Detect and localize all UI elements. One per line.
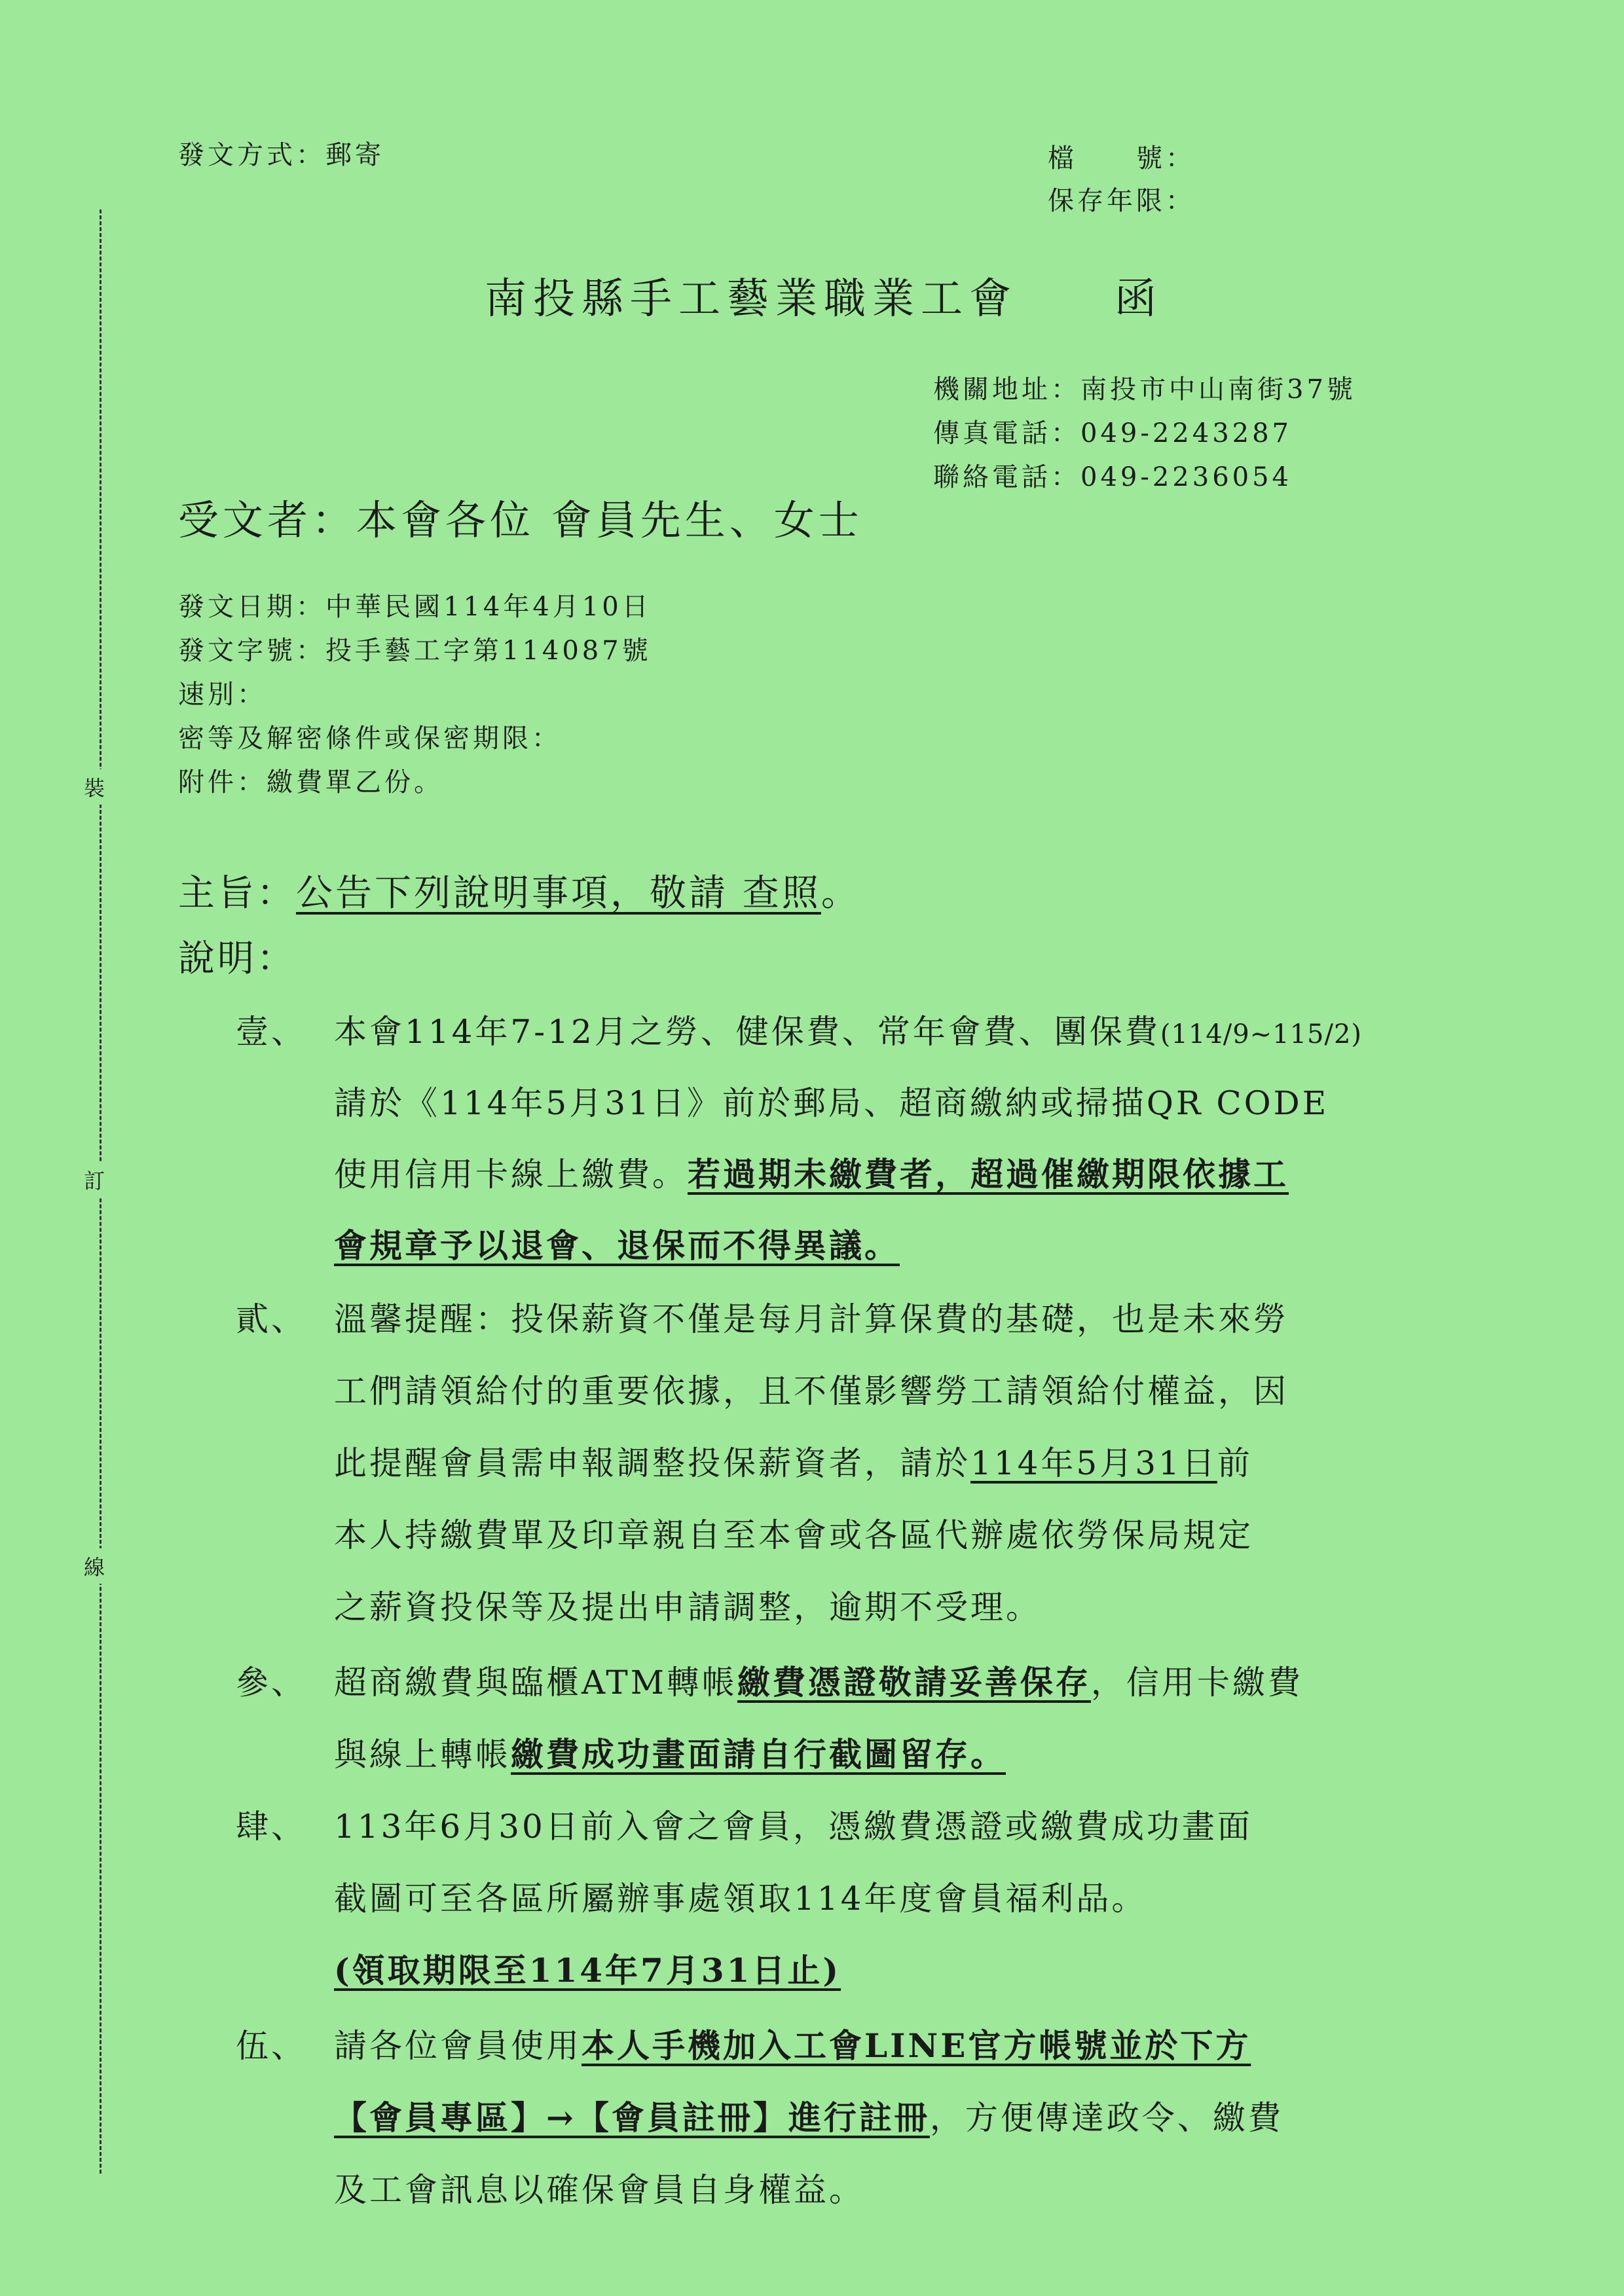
explain-label: 說明： <box>178 938 296 980</box>
retention-period: 保存年限： <box>1048 186 1195 216</box>
item-two-line-5: 之薪資投保等及提出申請調整，逾期不受理。 <box>334 1588 1041 1626</box>
item-three-line-2-text: 與線上轉帳 <box>334 1736 511 1774</box>
item-three-line-1-text: 超商繳費與臨櫃ATM轉帳 <box>334 1664 737 1702</box>
binding-char-zhuang: 裝 <box>84 769 105 805</box>
item-two-line-3 <box>334 1437 1253 1484</box>
document-title: 南投縣手工藝業職業工會 函 <box>485 275 1163 323</box>
item-one-line-4: 會規章予以退會、退保而不得異議。 <box>334 1226 900 1265</box>
send-method: 發文方式：郵寄 <box>178 140 384 170</box>
item-five-line-1-text: 請各位會員使用 <box>334 2027 581 2065</box>
recipient: 受文者：本會各位 會員先生、女士 <box>178 496 863 544</box>
send-date: 發文日期：中華民國114年4月10日 <box>178 592 652 622</box>
item-one-line-3-text: 使用信用卡線上繳費。 <box>334 1156 688 1194</box>
item-three-line-1-end: ，信用卡繳費 <box>1090 1664 1303 1702</box>
item-two-deadline: 114年5月31日 <box>970 1444 1217 1482</box>
item-one-warning: 若過期未繳費者，超過催繳期限依據工 <box>688 1155 1289 1194</box>
item-one-period: (114/9~115/2) <box>1160 1019 1363 1049</box>
item-three-number: 參、 <box>236 1664 306 1702</box>
item-three-line-2 <box>334 1728 1006 1776</box>
subject-end: 。 <box>821 872 860 915</box>
item-one-line-1-text: 本會114年7-12月之勞、健保費、常年會費、團保費 <box>334 1013 1160 1051</box>
item-five-line-2 <box>334 2092 1283 2139</box>
item-two-line-3-text: 此提醒會員需申報調整投保薪資者，請於 <box>334 1444 970 1482</box>
item-one-number: 壹、 <box>236 1013 306 1051</box>
item-four-line-1: 113年6月30日前入會之會員，憑繳費憑證或繳費成功畫面 <box>334 1808 1253 1846</box>
subject-label: 主旨： <box>178 872 296 915</box>
item-two-line-2: 工們請領給付的重要依據，且不僅影響勞工請領給付權益，因 <box>334 1372 1289 1410</box>
item-five-line-account: 本人手機加入工會LINE官方帳號並於下方 <box>581 2026 1251 2065</box>
item-five-line-1 <box>334 2020 1251 2067</box>
item-four-line-2: 截圖可至各區所屬辦事處領取114年度會員福利品。 <box>334 1880 1147 1918</box>
org-phone: 聯絡電話：049-2236054 <box>933 462 1293 492</box>
item-three-line-1 <box>334 1656 1303 1704</box>
item-five-line-2-end: ，方便傳達政令、繳費 <box>929 2099 1283 2137</box>
item-three-screenshot-note: 繳費成功畫面請自行截圖留存。 <box>511 1735 1006 1774</box>
org-address: 機關地址：南投市中山南街37號 <box>933 374 1356 405</box>
subject <box>178 864 860 917</box>
file-number: 檔 號： <box>1048 143 1195 173</box>
item-one-line-2: 請於《114年5月31日》前於郵局、超商繳納或掃描QR CODE <box>334 1084 1329 1122</box>
item-one-line-3 <box>334 1148 1289 1195</box>
item-five-line-3: 及工會訊息以確保會員自身權益。 <box>334 2171 864 2209</box>
item-four-line-3: (領取期限至114年7月31日止) <box>334 1951 841 1990</box>
binding-char-ding: 訂 <box>84 1162 105 1197</box>
item-one-line-1 <box>334 1006 1362 1053</box>
attachment: 附件：繳費單乙份。 <box>178 767 443 797</box>
org-fax: 傳真電話：049-2243287 <box>933 418 1293 448</box>
item-five-register-path: 【會員專區】→【會員註冊】進行註冊 <box>334 2098 930 2137</box>
document-number: 發文字號：投手藝工字第114087號 <box>178 636 652 666</box>
item-two-number: 貳、 <box>236 1300 306 1338</box>
speed-class: 速別： <box>178 680 267 710</box>
item-two-line-4: 本人持繳費單及印章親自至本會或各區代辦處依勞保局規定 <box>334 1516 1253 1554</box>
binding-char-xian: 線 <box>84 1548 105 1584</box>
item-five-number: 伍、 <box>236 2027 306 2065</box>
subject-text: 公告下列說明事項，敬請 查照 <box>296 872 821 915</box>
item-two-line-3-end: 前 <box>1217 1444 1253 1482</box>
item-four-number: 肆、 <box>236 1808 306 1846</box>
item-two-line-1: 溫馨提醒：投保薪資不僅是每月計算保費的基礎，也是未來勞 <box>334 1300 1289 1338</box>
secrecy-level: 密等及解密條件或保密期限： <box>178 723 561 754</box>
item-three-receipt-note: 繳費憑證敬請妥善保存 <box>737 1663 1091 1702</box>
